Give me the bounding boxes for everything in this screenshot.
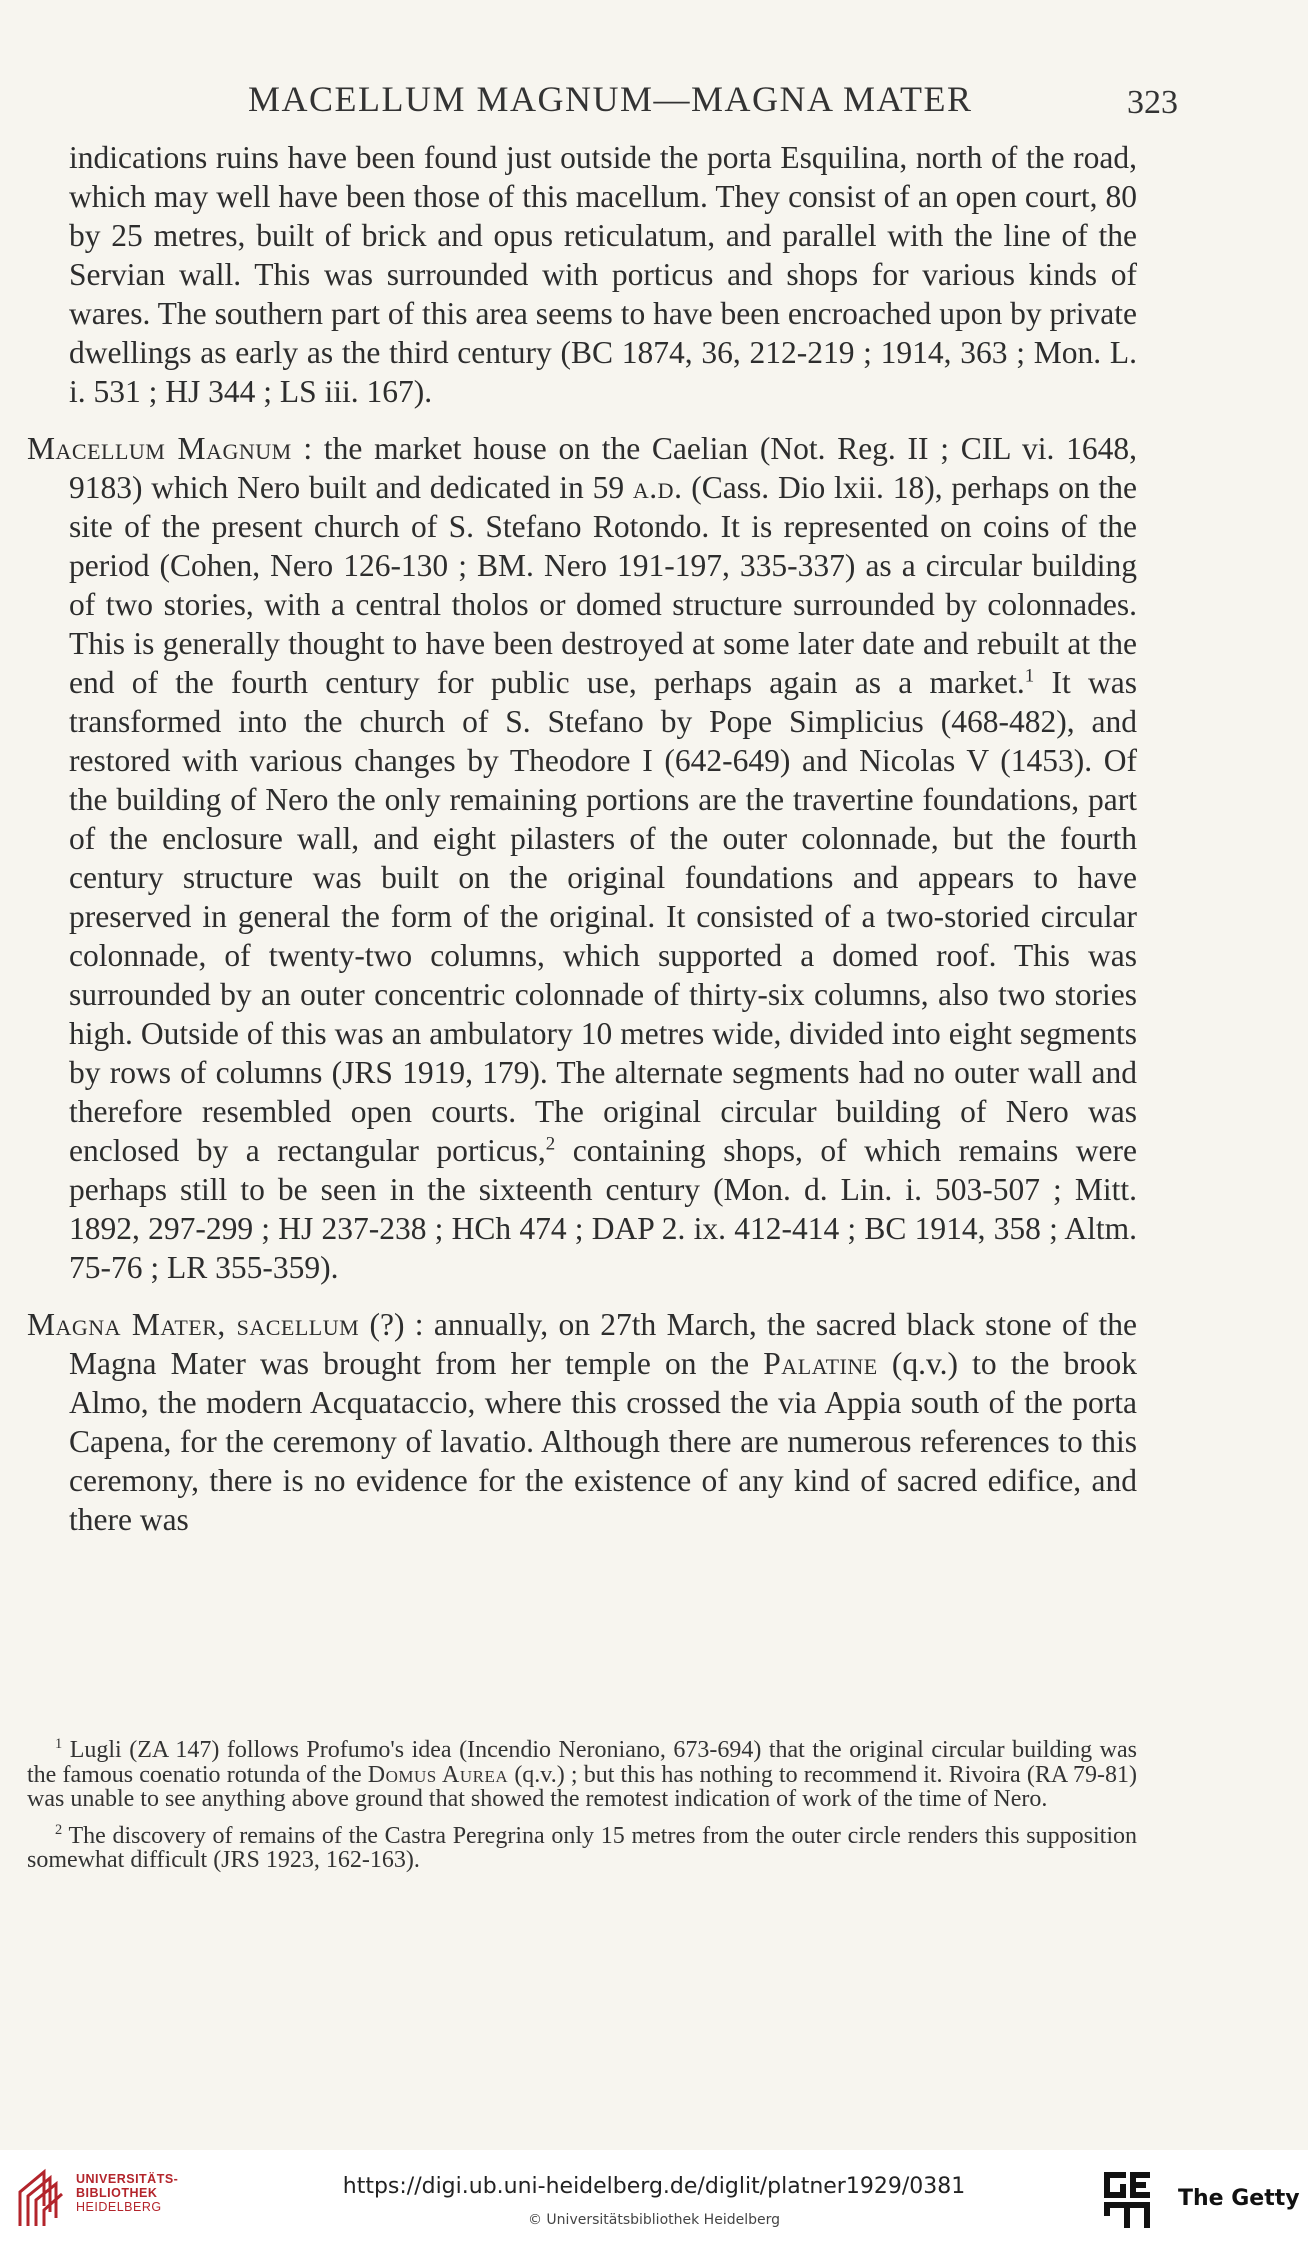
footnote-text: Lugli (ZA 147) follows Profumo's idea (Incendio Neroniano, 673-694) that the original circular building was the famous coenatio rotunda of the xyxy=(27,1737,1137,1788)
era-abbrev: a.d. xyxy=(632,470,683,505)
footnote-ref-2[interactable]: 2 xyxy=(545,1133,556,1155)
body-text xyxy=(27,138,1137,1539)
page-number: 323 xyxy=(1127,84,1178,121)
entry-text: (q.v.) to the brook Almo, the modern Acquataccio, where this crossed the via Appia south of the porta Capena, for the ceremony of lavatio. Although there are numerous references to this ceremony, there is no evidence for the existence of any kind of sacred edifice, and there was xyxy=(69,1346,1137,1537)
library-name-line: HEIDELBERG xyxy=(76,2200,162,2214)
permalink-url[interactable]: https://digi.ub.uni-heidelberg.de/diglit/platner1929/0381 xyxy=(342,2174,966,2199)
footnote-text: (q.v.) ; but this has nothing to recommend it. Rivoira (RA 79-81) was unable to see anything above ground that showed the remotest indication of work of the time of Nero. xyxy=(27,1761,1137,1812)
footnote-2 xyxy=(27,1821,1137,1873)
cross-reference-palatine: Palatine xyxy=(763,1346,878,1381)
footnote-marker: 2 xyxy=(55,1821,63,1838)
footnote-marker: 1 xyxy=(55,1736,63,1752)
partner-name: The Getty xyxy=(1178,2186,1300,2211)
running-head: MACELLUM MAGNUM—MAGNA MATER xyxy=(248,79,973,119)
entry-text: (?) : annually, on 27th March, the sacred black stone of the Magna Mater was brought from her temple on the xyxy=(69,1307,1137,1381)
entry-text: containing shops, of which remains were perhaps still to be seen in the sixteenth century (Mon. d. Lin. i. 503-507 ; Mitt. 1892, 297-299 ; HJ 237-238 ; HCh 474 ; DAP 2. ix. 412-414 ; BC 1914, 358 ; Altm. 75-76 ; LR 355-359). xyxy=(69,1133,1138,1285)
entry-magna-mater xyxy=(27,1305,1137,1539)
viewer-footer xyxy=(0,2150,1308,2246)
copyright-notice: © Universitätsbibliothek Heidelberg xyxy=(527,2212,780,2228)
continued-paragraph: indications ruins have been found just outside the porta Esquilina, north of the road, which may well have been those of this macellum. They consist of an open court, 80 by 25 metres, built of brick and opus reticulatum, and parallel with the line of the Servian wall. This was surrounded with porticus and shops for various kinds of wares. The southern part of this area seems to have been encroached upon by private dwellings as early as the third century (BC 1874, 36, 212-219 ; 1914, 363 ; Mon. L. i. 531 ; HJ 344 ; LS iii. 167). xyxy=(69,140,1137,409)
page-header xyxy=(0,78,1308,128)
footnote-1 xyxy=(27,1738,1137,1812)
entry-headword: Magna Mater, sacellum xyxy=(27,1307,360,1342)
entry-text: It was transformed into the church of S. Stefano by Pope Simplicius (468-482), and restored with various changes by Theodore I (642-649) and Nicolas V (1453). Of the building of Nero the only remaining portions are the travertine foundations, part of the enclosure wall, and eight pilasters of the outer colonnade, but the fourth century structure was built on the original foundations and appears to have preserved in general the form of the original. It consisted of a two-storied circular colonnade, of twenty-two columns, which supported a domed roof. This was surrounded by an outer concentric colonnade of thirty-six columns, also two stories high. Outside of this was an ambulatory 10 metres wide, divided into eight segments by rows of columns (JRS 1919, 179). The alternate segments had no outer wall and therefore resembled open courts. The original circular building of Nero was enclosed by a rectangular porticus, xyxy=(69,665,1137,1168)
footnote-ref-1[interactable]: 1 xyxy=(1024,665,1035,687)
cross-reference-domus-aurea: Domus Aurea xyxy=(367,1761,509,1788)
entry-text: (Cass. Dio lxii. 18), perhaps on the site of the present church of S. Stefano Rotondo. It is represented on coins of the period (Cohen, Nero 126-130 ; BM. Nero 191-197, 335-337) as a circular building of two stories, with a central tholos or domed structure surrounded by colonnades. This is generally thought to have been destroyed at some later date and rebuilt at the end of the fourth century for public use, perhaps again as a market. xyxy=(69,470,1138,700)
entry-macellum-magnum xyxy=(27,429,1137,1287)
footnotes xyxy=(27,1738,1137,1885)
entry-text: : the market house on the Caelian (Not. Reg. II ; CIL vi. 1648, 9183) which Nero built and dedicated in 59 xyxy=(69,431,1137,505)
getty-logo-icon[interactable] xyxy=(1100,2168,1156,2230)
entry-headword: Macellum Magnum xyxy=(27,431,292,466)
footnote-text: The discovery of remains of the Castra Peregrina only 15 metres from the outer circle renders this supposition somewhat difficult (JRS 1923, 162-163). xyxy=(27,1822,1137,1873)
library-name-line: UNIVERSITÄTS- xyxy=(76,2172,179,2186)
library-name-line: BIBLIOTHEK xyxy=(76,2186,158,2200)
